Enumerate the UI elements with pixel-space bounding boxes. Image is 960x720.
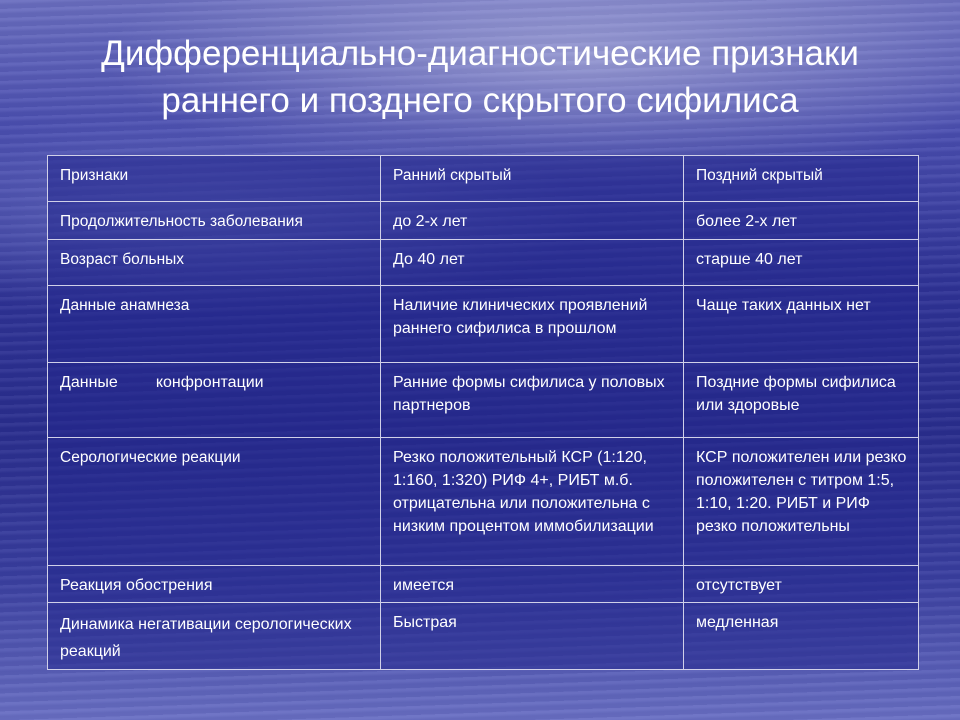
early-value-cell: Резко положительный КСР (1:120, 1:160, 1:320) РИФ 4+, РИБТ м.б. отрицательна или положительна с низким процентом иммобилизации [381, 438, 684, 566]
table-row [48, 286, 919, 363]
slide-title-line-1: Дифференциально-диагностические признаки [101, 34, 859, 73]
late-value-cell: более 2-х лет [684, 202, 919, 240]
row-label-cell: Серологические реакции [48, 438, 381, 566]
table-row [48, 363, 919, 438]
table-row [48, 603, 919, 670]
table-row [48, 202, 919, 240]
late-value-cell: КСР положителен или резко положителен с титром 1:5, 1:10, 1:20. РИБТ и РИФ резко положительны [684, 438, 919, 566]
slide-title-line-2: раннего и позднего скрытого сифилиса [161, 81, 799, 120]
late-value-cell: отсутствует [684, 566, 919, 603]
row-label-cell: Данные анамнеза [48, 286, 381, 363]
diagnostic-table [47, 155, 919, 670]
slide-title [0, 30, 960, 124]
table-row [48, 240, 919, 286]
header-cell-late-latent: Поздний скрытый [684, 156, 919, 202]
early-value-cell: Ранние формы сифилиса у половых партнеров [381, 363, 684, 438]
early-value-cell: Наличие клинических проявлений раннего сифилиса в прошлом [381, 286, 684, 363]
header-cell-signs: Признаки [48, 156, 381, 202]
early-value-cell: до 2-х лет [381, 202, 684, 240]
confrontation-word-2: конфронтации [155, 374, 264, 391]
row-label-cell: Реакция обострения [48, 566, 381, 603]
early-value-cell: До 40 лет [381, 240, 684, 286]
late-value-cell: старше 40 лет [684, 240, 919, 286]
late-value-cell: Поздние формы сифилиса или здоровые [684, 363, 919, 438]
late-value-cell: Чаще таких данных нет [684, 286, 919, 363]
table-row [48, 566, 919, 603]
early-value-cell: Быстрая [381, 603, 684, 670]
row-label-cell: Возраст больных [48, 240, 381, 286]
table-header-row [48, 156, 919, 202]
header-cell-early-latent: Ранний скрытый [381, 156, 684, 202]
table-row [48, 438, 919, 566]
row-label-cell [48, 363, 381, 438]
row-label-cell: Динамика негативации серологических реакций [48, 603, 381, 670]
early-value-cell: имеется [381, 566, 684, 603]
confrontation-word-1: Данные [60, 374, 118, 391]
late-value-cell: медленная [684, 603, 919, 670]
row-label-cell: Продолжительность заболевания [48, 202, 381, 240]
